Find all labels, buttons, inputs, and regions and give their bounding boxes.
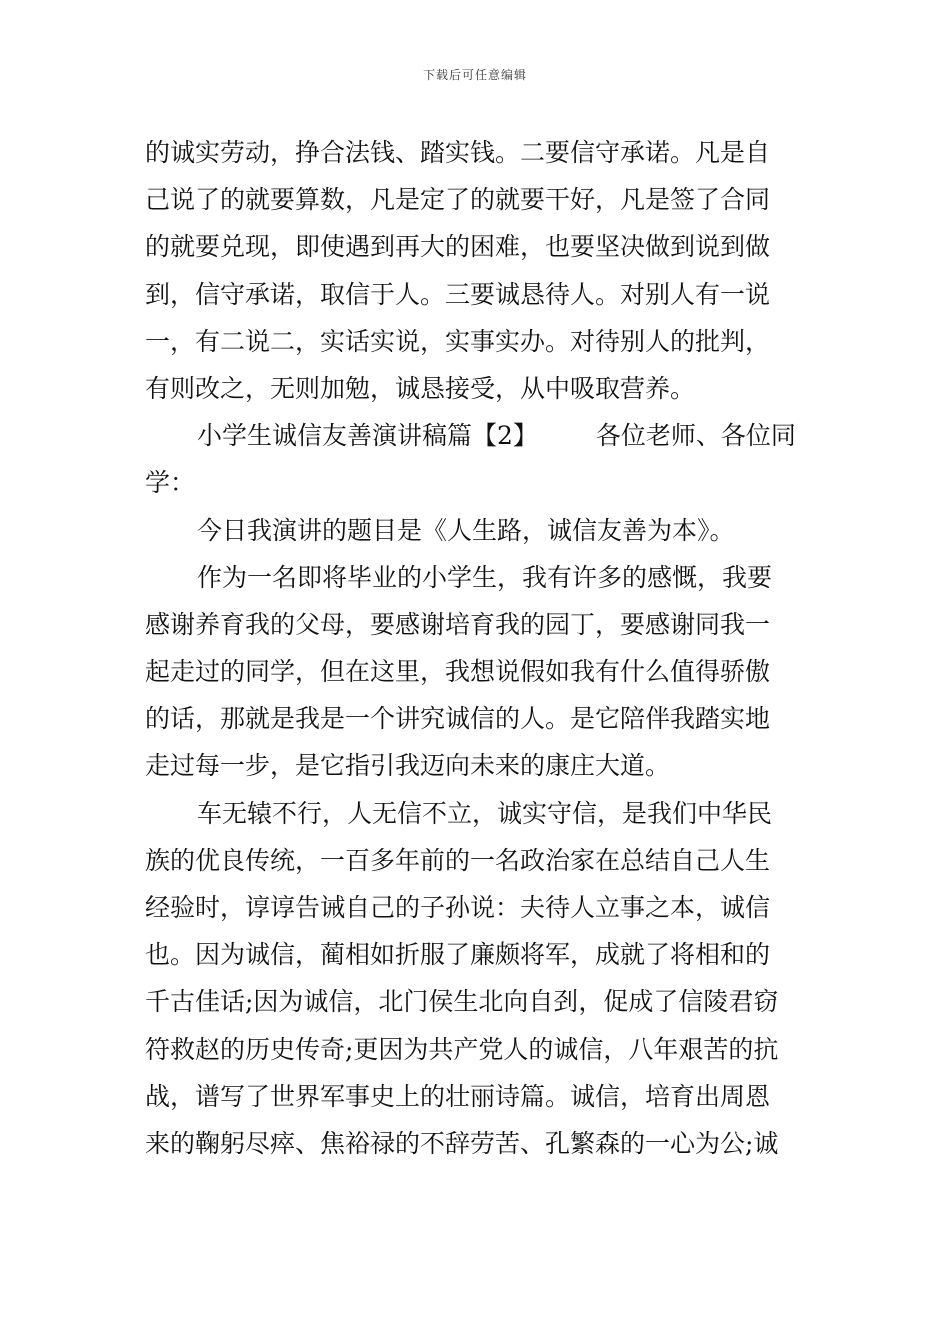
text-line: 族的优良传统，一百多年前的一名政治家在总结自己人生 [145, 845, 771, 875]
text-line: 战，谱写了世界军事史上的壮丽诗篇。诚信，培育出周恩 [145, 1081, 771, 1111]
text-line: 感谢养育我的父母，要感谢培育我的园丁，要感谢同我一 [145, 609, 771, 639]
text-line: 来的鞠躬尽瘁、焦裕禄的不辞劳苦、孔繁森的一心为公;诚 [145, 1128, 779, 1158]
greeting: 各位老师、各位同 [595, 421, 796, 451]
text-line: 也。因为诚信，蔺相如折服了廉颇将军，成就了将相和的 [145, 940, 771, 970]
text-line: 有则改之，无则加勉，诚恳接受，从中吸取营养。 [145, 373, 696, 403]
text-line: 走过每一步，是它指引我迈向未来的康庄大道。 [145, 751, 671, 781]
text-line: 一，有二说二，实话实说，实事实办。对待别人的批判， [145, 326, 771, 356]
paragraph-start-line: 今日我演讲的题目是《人生路，诚信友善为本》。 [197, 515, 735, 545]
text-line: 千古佳话;因为诚信，北门侯生北向自刭，促成了信陵君窃 [145, 987, 779, 1017]
text-line: 的就要兑现，即使遇到再大的困难，也要坚决做到说到做 [145, 232, 771, 262]
paragraph-start-line: 车无辕不行，人无信不立，诚实守信，是我们中华民 [197, 798, 773, 828]
text-line: 起走过的同学，但在这里，我想说假如我有什么值得骄傲 [145, 657, 771, 687]
text-line: 经验时，谆谆告诫自己的子孙说：夫待人立事之本，诚信 [145, 893, 771, 922]
section-heading: 小学生诚信友善演讲稿篇【2】 [197, 421, 538, 451]
page-header: 下载后可任意编辑 [422, 68, 527, 82]
text-line: 学： [145, 468, 196, 498]
text-line: 的诚实劳动，挣合法钱、踏实钱。二要信守承诺。凡是自 [145, 138, 771, 167]
text-line: 符救赵的历史传奇;更因为共产党人的诚信，八年艰苦的抗 [145, 1034, 779, 1064]
text-line: 的话，那就是我是一个讲究诚信的人。是它陪伴我踏实地 [145, 704, 771, 734]
text-line: 到，信守承诺，取信于人。三要诚恳待人。对别人有一说 [145, 279, 771, 309]
document-body [145, 129, 810, 1167]
section-title-line [145, 412, 810, 459]
paragraph-start-line: 作为一名即将毕业的小学生，我有许多的感慨，我要 [197, 562, 773, 592]
text-line: 己说了的就要算数，凡是定了的就要干好，凡是签了合同 [145, 185, 771, 215]
